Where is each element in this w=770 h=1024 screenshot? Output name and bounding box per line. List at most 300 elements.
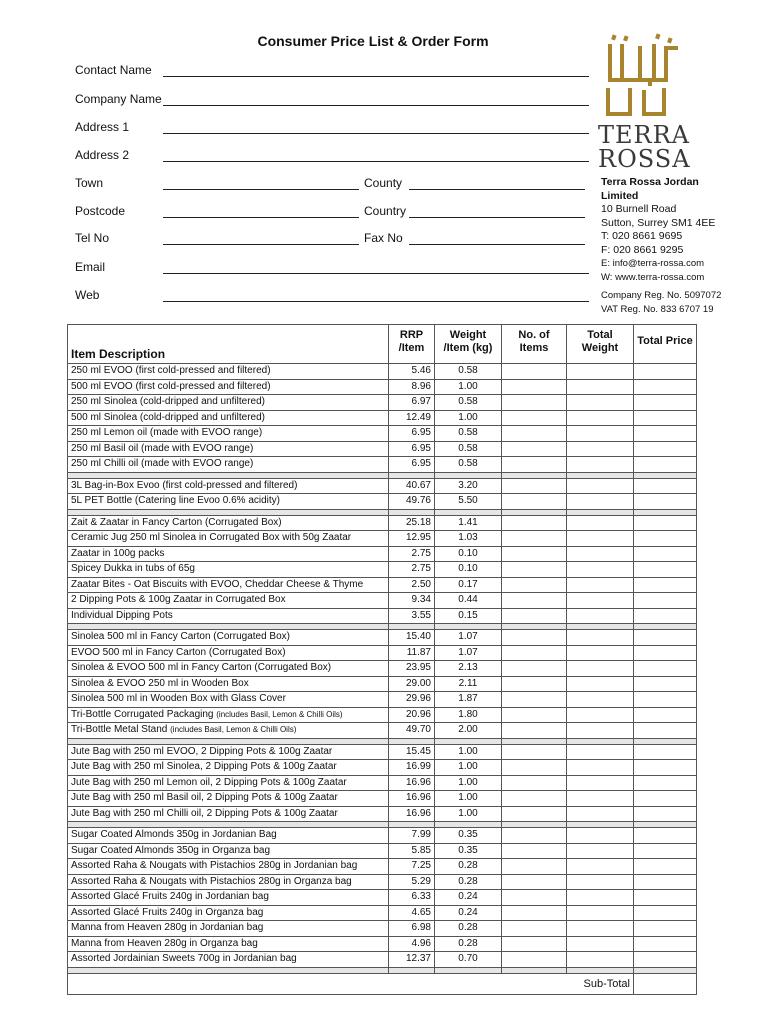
item-quantity-cell[interactable] <box>502 364 567 380</box>
item-quantity-cell[interactable] <box>502 608 567 624</box>
item-rrp: 6.95 <box>389 441 435 457</box>
item-rrp: 2.50 <box>389 577 435 593</box>
table-row <box>68 515 697 531</box>
item-weight: 1.07 <box>435 645 502 661</box>
item-weight: 1.00 <box>435 744 502 760</box>
table-row <box>68 760 697 776</box>
item-total-price-cell[interactable] <box>634 531 697 547</box>
item-description-text: Spicey Dukka in tubs of 65g <box>71 563 195 575</box>
item-description <box>68 676 389 692</box>
item-total-price-cell[interactable] <box>634 936 697 952</box>
address2-field[interactable] <box>163 161 589 162</box>
item-description <box>68 723 389 739</box>
item-total-price-cell[interactable] <box>634 426 697 442</box>
company-tel: T: 020 8661 9695 <box>601 230 683 242</box>
table-row <box>68 593 697 609</box>
item-rrp: 3.55 <box>389 608 435 624</box>
item-rrp: 6.95 <box>389 426 435 442</box>
item-total-weight-cell[interactable] <box>567 577 634 593</box>
item-weight: 1.03 <box>435 531 502 547</box>
item-total-weight-cell[interactable] <box>567 890 634 906</box>
item-quantity-cell[interactable] <box>502 441 567 457</box>
item-weight: 3.20 <box>435 478 502 494</box>
table-row <box>68 364 697 380</box>
table-row <box>68 379 697 395</box>
item-quantity-cell[interactable] <box>502 410 567 426</box>
item-total-weight-cell[interactable] <box>567 952 634 968</box>
item-total-weight-cell[interactable] <box>567 395 634 411</box>
item-description-text: 250 ml Chilli oil (made with EVOO range) <box>71 458 254 470</box>
item-total-price-cell[interactable] <box>634 577 697 593</box>
item-description-text: Tri-Bottle Metal Stand <box>71 724 168 736</box>
item-weight: 0.58 <box>435 364 502 380</box>
item-rrp: 4.96 <box>389 936 435 952</box>
item-weight: 1.00 <box>435 760 502 776</box>
item-quantity-cell[interactable] <box>502 859 567 875</box>
company-name-line1: Terra Rossa Jordan <box>601 176 699 188</box>
table-row <box>68 921 697 937</box>
col-header-items-2: Items <box>519 342 549 354</box>
item-total-weight-cell[interactable] <box>567 707 634 723</box>
table-row <box>68 562 697 578</box>
subtotal-row <box>68 973 697 994</box>
item-quantity-cell[interactable] <box>502 593 567 609</box>
item-weight: 0.44 <box>435 593 502 609</box>
item-rrp: 16.96 <box>389 791 435 807</box>
item-description-text: Zait & Zaatar in Fancy Carton (Corrugated Box) <box>71 516 282 528</box>
item-total-weight-cell[interactable] <box>567 921 634 937</box>
item-quantity-cell[interactable] <box>502 395 567 411</box>
item-description <box>68 791 389 807</box>
item-description <box>68 577 389 593</box>
item-weight: 0.28 <box>435 874 502 890</box>
item-rrp: 23.95 <box>389 661 435 677</box>
item-description-text: Jute Bag with 250 ml Sinolea, 2 Dipping Pots & 100g Zaatar <box>71 761 337 773</box>
item-total-price-cell[interactable] <box>634 905 697 921</box>
item-weight: 0.24 <box>435 890 502 906</box>
county-field[interactable] <box>409 189 585 190</box>
item-weight: 1.00 <box>435 410 502 426</box>
table-row <box>68 905 697 921</box>
item-description-text: Sinolea 500 ml in Fancy Carton (Corrugated Box) <box>71 631 290 643</box>
country-label: Country <box>364 204 407 218</box>
table-row <box>68 707 697 723</box>
item-total-weight-cell[interactable] <box>567 791 634 807</box>
item-rrp: 2.75 <box>389 562 435 578</box>
item-rrp: 5.29 <box>389 874 435 890</box>
table-row <box>68 692 697 708</box>
item-quantity-cell[interactable] <box>502 760 567 776</box>
item-description-text: 250 ml EVOO (first cold-pressed and filtered) <box>71 365 271 377</box>
item-quantity-cell[interactable] <box>502 676 567 692</box>
item-quantity-cell[interactable] <box>502 494 567 510</box>
item-quantity-cell[interactable] <box>502 645 567 661</box>
col-header-items-1: No. of <box>518 329 550 341</box>
item-description-text: 250 ml Basil oil (made with EVOO range) <box>71 442 254 454</box>
item-quantity-cell[interactable] <box>502 744 567 760</box>
contact-name-label: Contact Name <box>75 63 152 77</box>
item-quantity-cell[interactable] <box>502 905 567 921</box>
web-field[interactable] <box>163 301 589 302</box>
tel-field[interactable] <box>163 244 359 245</box>
item-description <box>68 395 389 411</box>
item-description <box>68 645 389 661</box>
item-total-price-cell[interactable] <box>634 707 697 723</box>
item-description-text: Ceramic Jug 250 ml Sinolea in Corrugated Box with 50g Zaatar <box>71 532 352 544</box>
col-header-items <box>502 325 567 364</box>
item-quantity-cell[interactable] <box>502 806 567 822</box>
item-description <box>68 843 389 859</box>
item-rrp: 4.65 <box>389 905 435 921</box>
fax-label: Fax No <box>364 231 403 245</box>
col-header-rrp-2: /Item <box>398 342 425 354</box>
item-quantity-cell[interactable] <box>502 515 567 531</box>
item-total-weight-cell[interactable] <box>567 531 634 547</box>
brand-terra: TERRA <box>598 121 690 149</box>
item-quantity-cell[interactable] <box>502 723 567 739</box>
company-name-field[interactable] <box>163 105 589 106</box>
postcode-field[interactable] <box>163 217 359 218</box>
item-description <box>68 379 389 395</box>
item-total-weight-cell[interactable] <box>567 478 634 494</box>
item-quantity-cell[interactable] <box>502 661 567 677</box>
table-row <box>68 457 697 473</box>
item-total-price-cell[interactable] <box>634 952 697 968</box>
item-description <box>68 775 389 791</box>
item-total-price-cell[interactable] <box>634 775 697 791</box>
item-rrp: 29.00 <box>389 676 435 692</box>
item-total-weight-cell[interactable] <box>567 676 634 692</box>
item-total-weight-cell[interactable] <box>567 661 634 677</box>
item-total-price-cell[interactable] <box>634 546 697 562</box>
item-total-price-cell[interactable] <box>634 661 697 677</box>
item-rrp: 9.34 <box>389 593 435 609</box>
item-quantity-cell[interactable] <box>502 562 567 578</box>
company-address-line1: 10 Burnell Road <box>601 203 677 215</box>
table-row <box>68 723 697 739</box>
company-name-line2: Limited <box>601 189 639 202</box>
item-rrp: 16.96 <box>389 806 435 822</box>
item-quantity-cell[interactable] <box>502 707 567 723</box>
item-total-weight-cell[interactable] <box>567 457 634 473</box>
table-row <box>68 676 697 692</box>
item-description <box>68 744 389 760</box>
item-description-text: Sinolea & EVOO 500 ml in Fancy Carton (Corrugated Box) <box>71 662 332 674</box>
item-total-price-cell[interactable] <box>634 692 697 708</box>
subtotal-value-cell[interactable] <box>634 973 697 994</box>
item-description <box>68 890 389 906</box>
company-address-line2: Sutton, Surrey SM1 4EE <box>601 216 716 229</box>
subtotal-label: Sub-Total <box>502 973 634 994</box>
item-total-weight-cell[interactable] <box>567 515 634 531</box>
item-total-weight-cell[interactable] <box>567 874 634 890</box>
company-name-label: Company Name <box>75 92 162 106</box>
item-rrp: 11.87 <box>389 645 435 661</box>
item-total-weight-cell[interactable] <box>567 760 634 776</box>
item-weight: 0.10 <box>435 562 502 578</box>
table-row <box>68 395 697 411</box>
table-row <box>68 494 697 510</box>
item-description <box>68 921 389 937</box>
item-description-text: Assorted Glacé Fruits 240g in Jordanian bag <box>71 891 269 903</box>
item-total-price-cell[interactable] <box>634 791 697 807</box>
table-row <box>68 410 697 426</box>
item-total-weight-cell[interactable] <box>567 426 634 442</box>
item-total-price-cell[interactable] <box>634 395 697 411</box>
item-total-price-cell[interactable] <box>634 562 697 578</box>
item-description-text: EVOO 500 ml in Fancy Carton (Corrugated Box) <box>71 646 286 658</box>
item-weight: 2.13 <box>435 661 502 677</box>
item-total-price-cell[interactable] <box>634 744 697 760</box>
country-field[interactable] <box>409 217 585 218</box>
item-total-price-cell[interactable] <box>634 630 697 646</box>
address2-label: Address 2 <box>75 148 130 162</box>
table-row <box>68 441 697 457</box>
item-rrp: 6.33 <box>389 890 435 906</box>
email-field[interactable] <box>163 273 589 274</box>
item-total-weight-cell[interactable] <box>567 775 634 791</box>
item-description-text: Individual Dipping Pots <box>71 609 173 621</box>
item-weight: 0.58 <box>435 441 502 457</box>
item-quantity-cell[interactable] <box>502 577 567 593</box>
item-quantity-cell[interactable] <box>502 457 567 473</box>
table-row <box>68 546 697 562</box>
item-quantity-cell[interactable] <box>502 546 567 562</box>
item-total-price-cell[interactable] <box>634 828 697 844</box>
item-rrp: 5.85 <box>389 843 435 859</box>
col-header-rrp-1: RRP <box>399 329 424 341</box>
item-weight: 2.11 <box>435 676 502 692</box>
table-row <box>68 630 697 646</box>
item-quantity-cell[interactable] <box>502 791 567 807</box>
item-rrp: 7.25 <box>389 859 435 875</box>
item-quantity-cell[interactable] <box>502 379 567 395</box>
item-total-price-cell[interactable] <box>634 494 697 510</box>
item-description <box>68 426 389 442</box>
item-total-weight-cell[interactable] <box>567 859 634 875</box>
item-description <box>68 593 389 609</box>
item-total-weight-cell[interactable] <box>567 744 634 760</box>
company-email: E: info@terra-rossa.com <box>601 258 705 269</box>
address1-field[interactable] <box>163 133 589 134</box>
item-rrp: 5.46 <box>389 364 435 380</box>
item-rrp: 25.18 <box>389 515 435 531</box>
item-total-price-cell[interactable] <box>634 441 697 457</box>
item-weight: 0.24 <box>435 905 502 921</box>
item-quantity-cell[interactable] <box>502 531 567 547</box>
item-rrp: 49.70 <box>389 723 435 739</box>
item-description-text: Sinolea 500 ml in Wooden Box with Glass Cover <box>71 693 286 705</box>
item-description-text: 250 ml Lemon oil (made with EVOO range) <box>71 427 263 439</box>
contact-name-field[interactable] <box>163 76 589 77</box>
item-rrp: 7.99 <box>389 828 435 844</box>
item-total-price-cell[interactable] <box>634 806 697 822</box>
item-total-weight-cell[interactable] <box>567 441 634 457</box>
item-quantity-cell[interactable] <box>502 630 567 646</box>
subtotal-empty-cell <box>68 973 389 994</box>
order-table <box>67 324 697 995</box>
item-total-weight-cell[interactable] <box>567 546 634 562</box>
item-total-price-cell[interactable] <box>634 859 697 875</box>
item-weight: 1.00 <box>435 775 502 791</box>
item-total-price-cell[interactable] <box>634 457 697 473</box>
item-total-weight-cell[interactable] <box>567 806 634 822</box>
item-quantity-cell[interactable] <box>502 478 567 494</box>
item-description <box>68 608 389 624</box>
item-description-text: Sinolea & EVOO 250 ml in Wooden Box <box>71 677 249 689</box>
item-description <box>68 515 389 531</box>
item-total-weight-cell[interactable] <box>567 630 634 646</box>
fax-field[interactable] <box>409 244 585 245</box>
item-description-text: Assorted Jordainian Sweets 700g in Jordanian bag <box>71 953 297 965</box>
item-total-weight-cell[interactable] <box>567 494 634 510</box>
item-total-price-cell[interactable] <box>634 515 697 531</box>
item-total-weight-cell[interactable] <box>567 562 634 578</box>
item-description <box>68 546 389 562</box>
item-total-price-cell[interactable] <box>634 843 697 859</box>
item-note: (includes Basil, Lemon & Chilli Oils) <box>170 725 297 735</box>
item-description <box>68 859 389 875</box>
item-total-price-cell[interactable] <box>634 645 697 661</box>
email-label: Email <box>75 260 106 274</box>
item-rrp: 6.95 <box>389 457 435 473</box>
table-row <box>68 791 697 807</box>
item-total-weight-cell[interactable] <box>567 364 634 380</box>
item-total-weight-cell[interactable] <box>567 692 634 708</box>
item-total-weight-cell[interactable] <box>567 645 634 661</box>
item-total-weight-cell[interactable] <box>567 593 634 609</box>
item-total-price-cell[interactable] <box>634 593 697 609</box>
company-fax: F: 020 8661 9295 <box>601 243 684 256</box>
item-description-text: 5L PET Bottle (Catering line Evoo 0.6% acidity) <box>71 495 280 507</box>
item-description <box>68 905 389 921</box>
item-total-price-cell[interactable] <box>634 676 697 692</box>
item-total-weight-cell[interactable] <box>567 723 634 739</box>
item-description <box>68 364 389 380</box>
item-quantity-cell[interactable] <box>502 426 567 442</box>
item-total-price-cell[interactable] <box>634 921 697 937</box>
item-description <box>68 494 389 510</box>
item-quantity-cell[interactable] <box>502 890 567 906</box>
item-total-price-cell[interactable] <box>634 608 697 624</box>
item-quantity-cell[interactable] <box>502 775 567 791</box>
col-header-total-weight-2: Weight <box>581 342 619 354</box>
item-quantity-cell[interactable] <box>502 692 567 708</box>
item-weight: 0.58 <box>435 395 502 411</box>
item-description <box>68 661 389 677</box>
table-row <box>68 890 697 906</box>
item-total-price-cell[interactable] <box>634 890 697 906</box>
item-rrp: 15.40 <box>389 630 435 646</box>
item-total-price-cell[interactable] <box>634 723 697 739</box>
table-row <box>68 661 697 677</box>
table-row <box>68 952 697 968</box>
item-description-text: Jute Bag with 250 ml Basil oil, 2 Dipping Pots & 100g Zaatar <box>71 792 338 804</box>
table-row <box>68 859 697 875</box>
item-quantity-cell[interactable] <box>502 921 567 937</box>
item-total-weight-cell[interactable] <box>567 905 634 921</box>
item-rrp: 20.96 <box>389 707 435 723</box>
table-row <box>68 936 697 952</box>
item-weight: 0.10 <box>435 546 502 562</box>
item-weight: 0.28 <box>435 936 502 952</box>
postcode-label: Postcode <box>75 204 126 218</box>
item-quantity-cell[interactable] <box>502 936 567 952</box>
item-total-price-cell[interactable] <box>634 760 697 776</box>
web-label: Web <box>75 288 100 302</box>
table-row <box>68 874 697 890</box>
item-total-weight-cell[interactable] <box>567 936 634 952</box>
item-description <box>68 410 389 426</box>
item-weight: 0.35 <box>435 828 502 844</box>
table-header-row <box>68 325 697 364</box>
brand-rossa: ROSSA <box>598 145 691 173</box>
item-total-price-cell[interactable] <box>634 410 697 426</box>
item-quantity-cell[interactable] <box>502 843 567 859</box>
item-rrp: 6.97 <box>389 395 435 411</box>
col-header-weight-1: Weight <box>449 329 487 341</box>
item-total-weight-cell[interactable] <box>567 410 634 426</box>
item-rrp: 15.45 <box>389 744 435 760</box>
table-row <box>68 843 697 859</box>
item-weight: 1.00 <box>435 791 502 807</box>
item-description <box>68 441 389 457</box>
item-rrp: 6.98 <box>389 921 435 937</box>
item-description-text: 2 Dipping Pots & 100g Zaatar in Corrugated Box <box>71 594 286 606</box>
item-quantity-cell[interactable] <box>502 874 567 890</box>
item-rrp: 16.99 <box>389 760 435 776</box>
item-weight: 0.17 <box>435 577 502 593</box>
item-weight: 1.07 <box>435 630 502 646</box>
item-total-price-cell[interactable] <box>634 478 697 494</box>
town-field[interactable] <box>163 189 359 190</box>
item-rrp: 29.96 <box>389 692 435 708</box>
tel-label: Tel No <box>75 231 110 245</box>
item-description-text: 250 ml Sinolea (cold-dripped and unfiltered) <box>71 396 266 408</box>
town-label: Town <box>75 176 104 190</box>
table-row <box>68 478 697 494</box>
vat-reg: VAT Reg. No. 833 6707 19 <box>601 304 714 315</box>
company-web: W: www.terra-rossa.com <box>601 271 705 283</box>
item-description <box>68 478 389 494</box>
item-total-weight-cell[interactable] <box>567 379 634 395</box>
item-total-price-cell[interactable] <box>634 874 697 890</box>
table-row <box>68 531 697 547</box>
item-weight: 0.15 <box>435 608 502 624</box>
item-description-text: Assorted Glacé Fruits 240g in Organza bag <box>71 906 264 918</box>
table-body <box>68 364 697 995</box>
item-rrp: 49.76 <box>389 494 435 510</box>
item-weight: 1.80 <box>435 707 502 723</box>
item-total-weight-cell[interactable] <box>567 608 634 624</box>
item-weight: 0.28 <box>435 859 502 875</box>
item-quantity-cell[interactable] <box>502 952 567 968</box>
item-quantity-cell[interactable] <box>502 828 567 844</box>
item-total-price-cell[interactable] <box>634 364 697 380</box>
item-description <box>68 457 389 473</box>
table-row <box>68 828 697 844</box>
company-info <box>601 176 715 284</box>
subtotal-empty-cell <box>389 973 435 994</box>
item-weight: 0.35 <box>435 843 502 859</box>
item-total-weight-cell[interactable] <box>567 843 634 859</box>
item-description-text: Zaatar in 100g packs <box>71 547 165 559</box>
table-row <box>68 426 697 442</box>
item-description-text: Assorted Raha & Nougats with Pistachios 280g in Jordanian bag <box>71 860 358 872</box>
item-total-price-cell[interactable] <box>634 379 697 395</box>
item-total-weight-cell[interactable] <box>567 828 634 844</box>
item-description-text: 500 ml EVOO (first cold-pressed and filtered) <box>71 380 271 392</box>
